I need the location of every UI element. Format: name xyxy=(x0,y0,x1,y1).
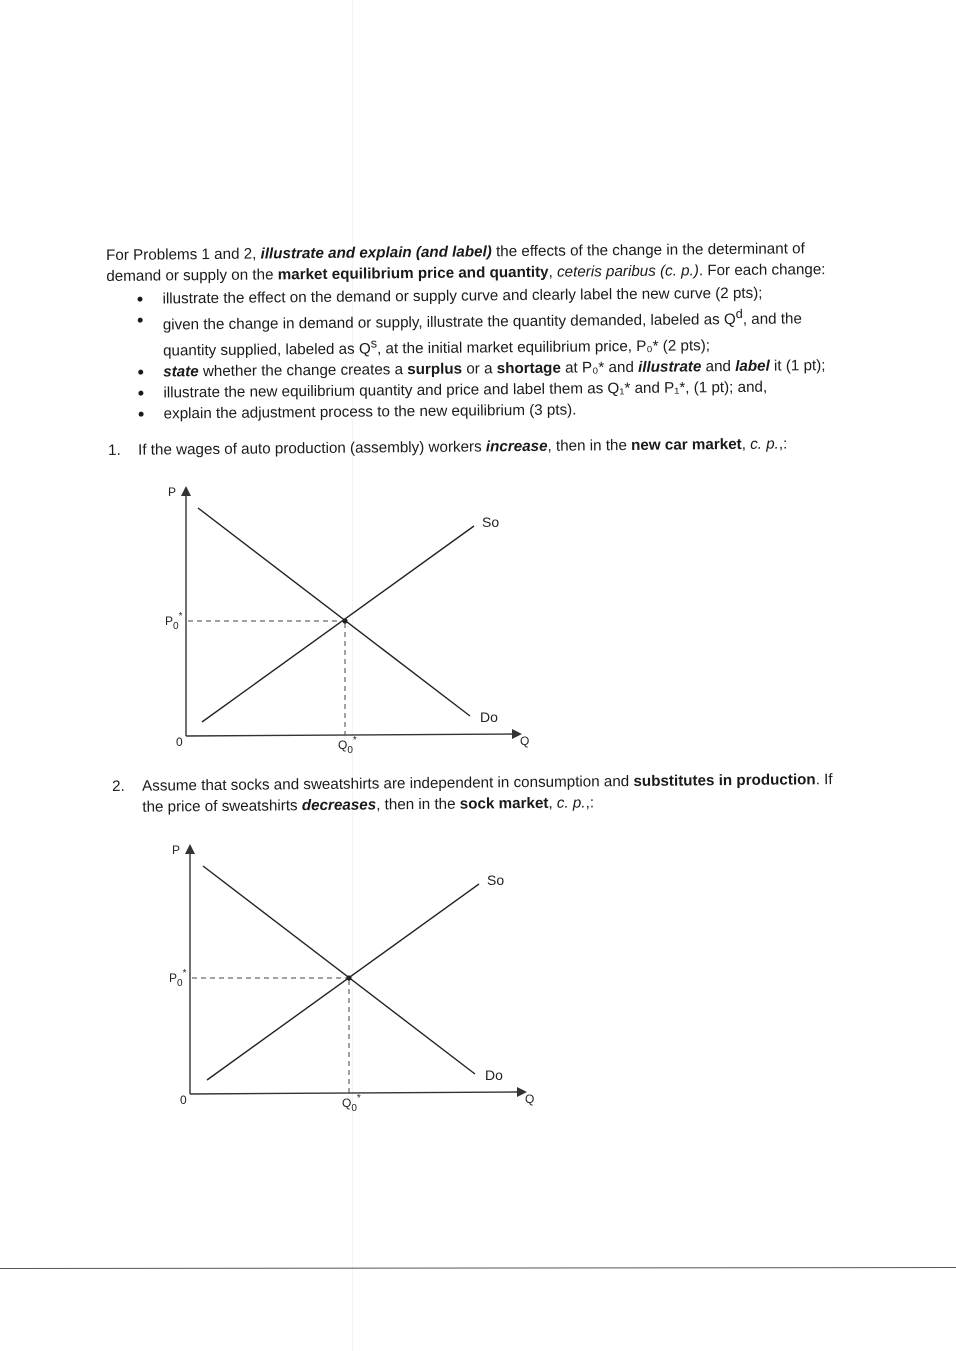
p-axis-label: P xyxy=(168,485,177,499)
problem-1-text xyxy=(138,433,838,461)
instructions-list xyxy=(106,282,847,425)
q-axis-label: Q xyxy=(525,1092,535,1106)
problem-number: 1. xyxy=(108,441,121,459)
problem-text: , then in the xyxy=(547,436,632,455)
lead-text: , xyxy=(548,263,558,281)
demand-label: Do xyxy=(485,1067,503,1083)
problem-italic: c. p. xyxy=(750,435,779,453)
instruction-emphasis: state xyxy=(163,363,199,381)
supply-demand-graph-1 xyxy=(150,478,550,768)
instruction-text: , at the initial market equilibrium price, P₀* (2 pts); xyxy=(376,337,711,358)
p-axis-arrow xyxy=(181,486,191,496)
lead-emphasis: illustrate and explain (and label) xyxy=(260,243,492,263)
lead-text: For Problems 1 and 2, xyxy=(106,245,261,264)
instructions-lead xyxy=(106,238,846,287)
instruction-text: at P₀* and xyxy=(560,359,639,377)
q-axis-label: Q xyxy=(520,734,530,748)
graph-2-svg xyxy=(155,836,555,1126)
instruction-emphasis: label xyxy=(735,357,770,376)
q0-star-label: $Q_0^*$ xyxy=(342,1093,361,1114)
problem-text: ,: xyxy=(778,435,788,453)
problem-emphasis: decreases xyxy=(301,796,377,815)
lead-text: . For each change: xyxy=(698,261,826,280)
lead-bold: market equilibrium price and quantity xyxy=(277,263,549,284)
problem-text: . If the price of sweatshirts xyxy=(142,771,833,816)
lead-italic: ceteris paribus (c. p.) xyxy=(556,262,699,281)
problem-emphasis: increase xyxy=(485,437,548,456)
problem-bold: new car market xyxy=(631,435,742,454)
page-bottom-rule xyxy=(0,1267,956,1269)
q-axis-line xyxy=(186,734,512,736)
problem-text: , then in the xyxy=(376,795,460,814)
origin-label: 0 xyxy=(176,735,183,749)
instruction-bold: surplus xyxy=(407,360,463,379)
problem-text: ,: xyxy=(585,794,595,812)
supply-label: So xyxy=(487,872,505,888)
problem-text: , xyxy=(741,435,751,453)
instruction-text: illustrate the effect on the demand or supply curve and clearly label the new curve (2 pts); xyxy=(162,284,763,308)
origin-label: 0 xyxy=(180,1093,187,1107)
problem-text: If the wages of auto production (assembly) workers xyxy=(138,438,486,459)
instruction-text: , and the quantity supplied, labeled as Q xyxy=(162,310,802,360)
instruction-text: illustrate the new equilibrium quantity and price and label them as Q₁* and P₁*, (1 pt); and, xyxy=(163,378,768,402)
p0-star-label: $P_0^*$ xyxy=(165,611,183,632)
problem-number: 2. xyxy=(112,777,125,795)
problem-bold: substitutes in production xyxy=(633,771,816,790)
supply-demand-graph-2 xyxy=(155,836,555,1126)
p-axis-arrow xyxy=(185,844,195,854)
lead-text: the effects of the change in the determinant of demand or supply on the xyxy=(106,240,805,285)
problem-italic: c. p. xyxy=(556,794,586,812)
instruction-text: and xyxy=(701,358,736,376)
p0-star-label: $P_0^*$ xyxy=(169,968,187,989)
supply-label: So xyxy=(482,514,500,530)
problem-bold: sock market xyxy=(459,794,549,813)
supply-curve xyxy=(207,884,479,1080)
superscript-d: d xyxy=(735,306,743,321)
instruction-text: whether the change creates a xyxy=(198,361,408,381)
equilibrium-point xyxy=(346,975,351,980)
demand-curve xyxy=(203,866,475,1074)
instruction-item xyxy=(163,303,847,362)
q0-star-label: $Q_0^*$ xyxy=(338,735,357,756)
problem-2-text xyxy=(142,769,842,818)
instruction-emphasis: illustrate xyxy=(637,358,702,377)
instruction-text: given the change in demand or supply, illustrate the quantity demanded, labeled as Q xyxy=(162,311,736,334)
demand-curve xyxy=(198,508,470,716)
problem-text: Assume that socks and sweatshirts are independent in consumption and xyxy=(142,772,634,795)
instructions xyxy=(106,238,848,425)
equilibrium-point xyxy=(342,618,347,623)
problem-2 xyxy=(112,769,847,816)
instruction-text: or a xyxy=(462,360,497,378)
superscript-s: s xyxy=(370,336,378,351)
instruction-text: it (1 pt); xyxy=(769,357,826,375)
problem-1 xyxy=(108,433,848,459)
supply-curve xyxy=(202,526,474,722)
instruction-bold: shortage xyxy=(496,359,561,378)
demand-label: Do xyxy=(480,709,498,725)
graph-1-svg xyxy=(150,478,550,768)
problem-text: , xyxy=(548,794,557,812)
instruction-text: explain the adjustment process to the new equilibrium (3 pts). xyxy=(163,401,577,423)
q-axis-line xyxy=(190,1092,517,1094)
p-axis-label: P xyxy=(172,843,181,857)
